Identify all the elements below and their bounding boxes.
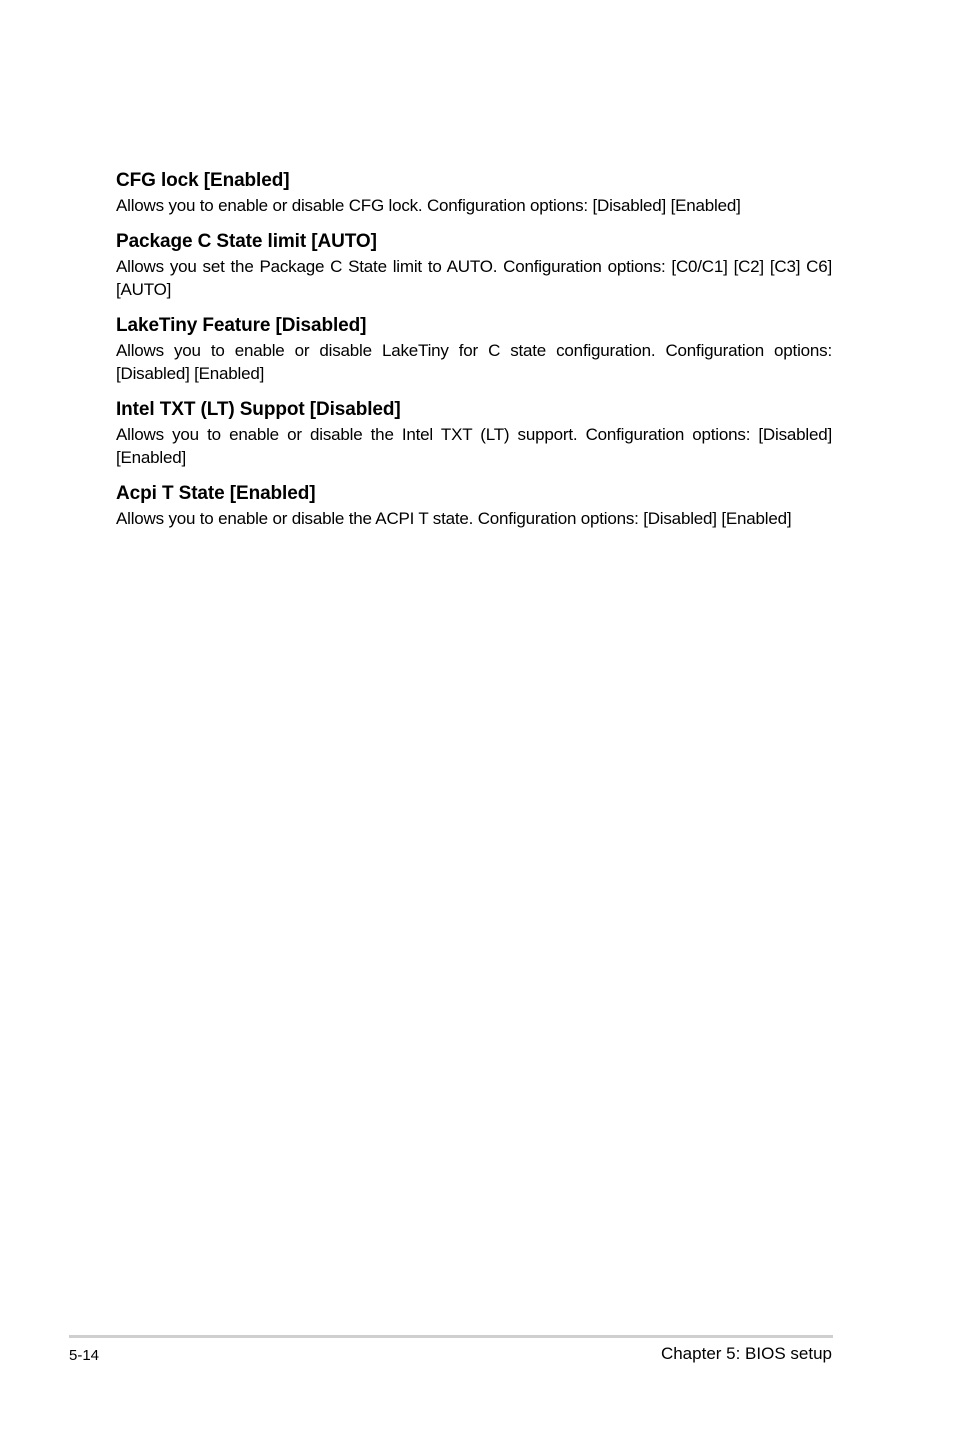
section-description: Allows you to enable or disable the ACPI T state. Configuration options: [Disabled] [Enabled] (116, 509, 792, 528)
page-number: 5-14 (69, 1347, 100, 1364)
section-title: Package C State limit [AUTO] (116, 231, 377, 252)
footer-divider (69, 1335, 833, 1338)
section-title: Intel TXT (LT) Suppot [Disabled] (116, 399, 401, 420)
section-package-c-state-limit (116, 229, 832, 301)
section-cfg-lock (116, 168, 832, 217)
document-body (116, 168, 832, 542)
section-title: CFG lock [Enabled] (116, 170, 290, 191)
section-intel-txt-support (116, 397, 832, 469)
section-acpi-t-state (116, 481, 832, 530)
section-laketiny-feature (116, 313, 832, 385)
section-description: Allows you to enable or disable the Intel TXT (LT) support. Configuration options: [Disabled] [Enabled] (116, 425, 832, 467)
chapter-title: Chapter 5: BIOS setup (660, 1344, 832, 1363)
section-description: Allows you set the Package C State limit to AUTO. Configuration options: [C0/C1] [C2] [C3] C6] [AUTO] (116, 257, 832, 299)
section-description: Allows you to enable or disable CFG lock. Configuration options: [Disabled] [Enabled] (116, 196, 741, 215)
section-description: Allows you to enable or disable LakeTiny for C state configuration. Configuration options: [Disabled] [Enabled] (116, 341, 832, 383)
section-title: Acpi T State [Enabled] (116, 483, 316, 504)
section-title: LakeTiny Feature [Disabled] (116, 315, 367, 336)
